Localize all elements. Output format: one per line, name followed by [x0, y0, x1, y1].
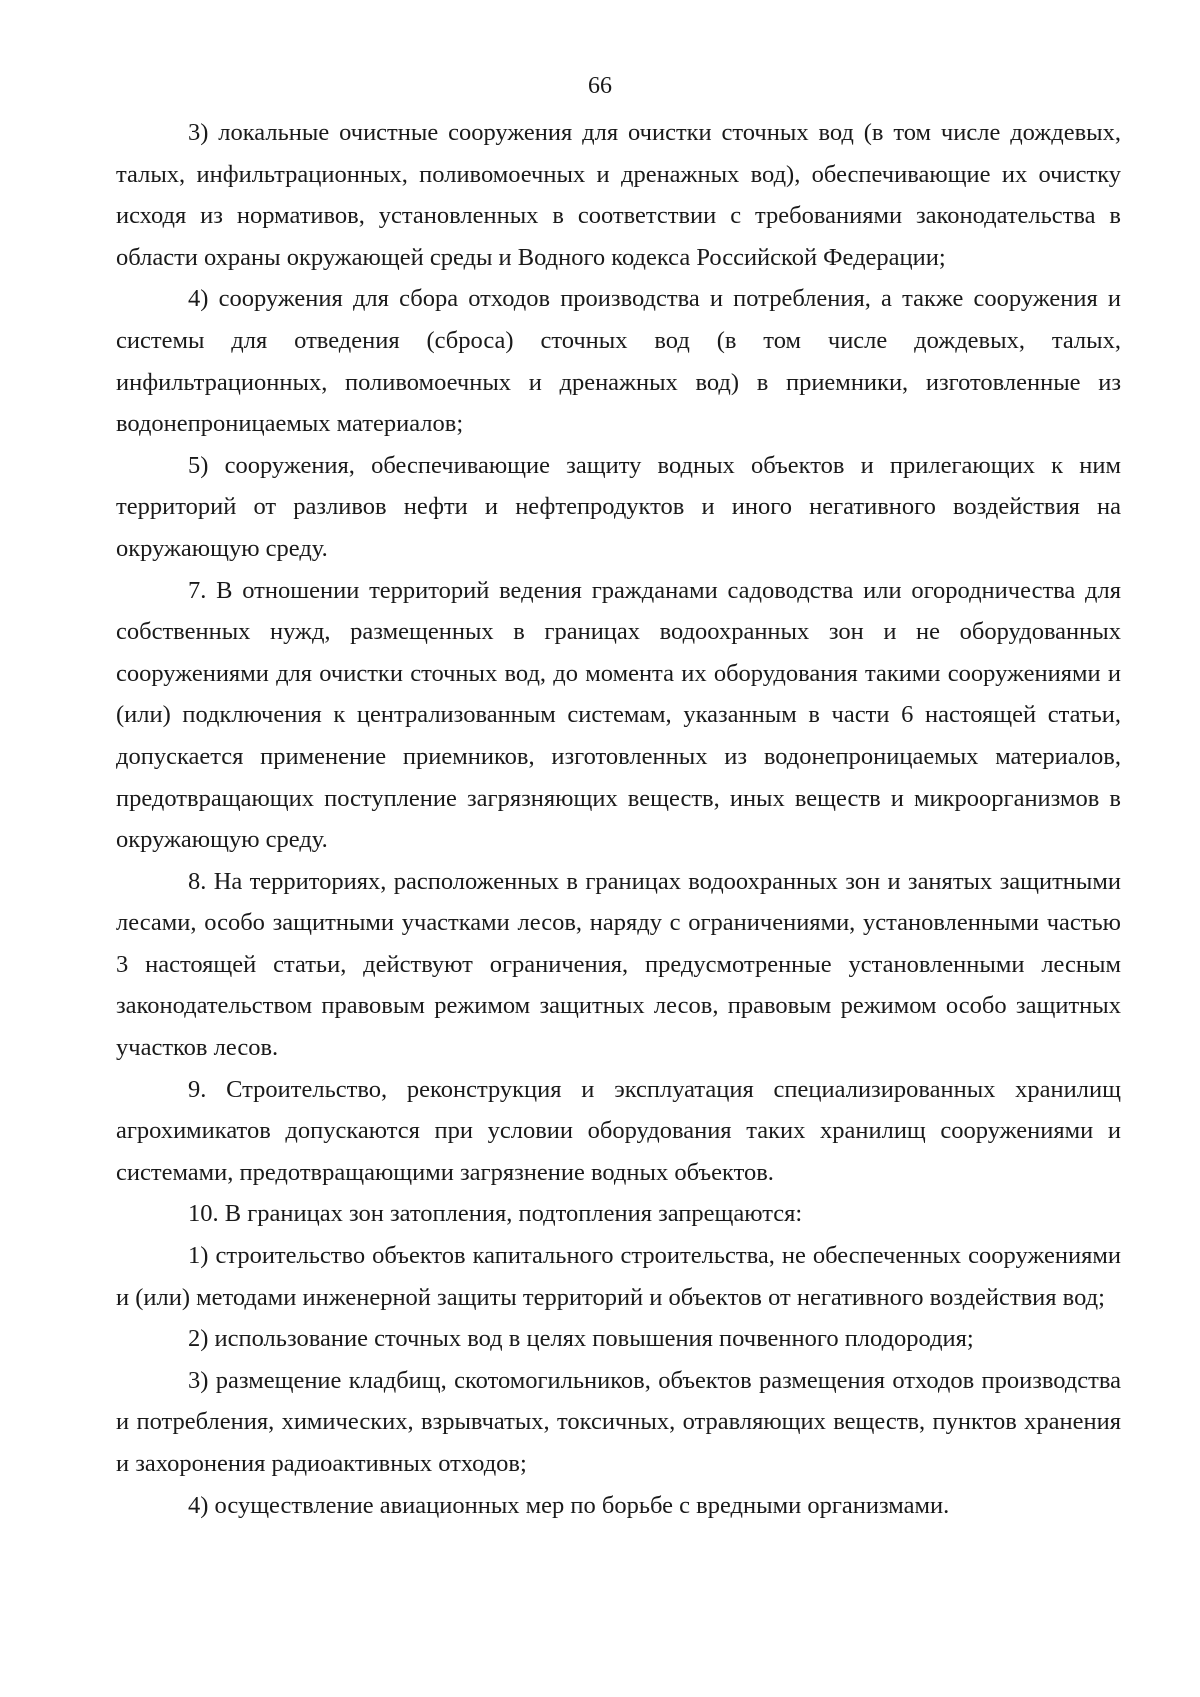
paragraph-section-9: 9. Строительство, реконструкция и эксплуатация специализированных хранилищ агрохимикатов допускаются при условии оборудования таких хранилищ сооружениями и системами, предотвращающими загрязнение водных объектов.	[116, 1075, 1121, 1186]
paragraph-item-3-placement: 3) размещение кладбищ, скотомогильников, объектов размещения отходов производства и потребления, химических, взрывчатых, токсичных, отравляющих веществ, пунктов хранения и захоронения радиоактивных отходов;	[116, 1366, 1121, 1477]
paragraph-item-1-construction: 1) строительство объектов капитального строительства, не обеспеченных сооружениями и (или) методами инженерной защиты территорий и объектов от негативного воздействия вод;	[116, 1242, 1121, 1311]
paragraph-section-7: 7. В отношении территорий ведения гражданами садоводства или огородничества для собственных нужд, размещенных в границах водоохранных зон и не оборудованных сооружениями для очистки сточных вод, до момента их оборудования такими сооружениями и (или) подключения к централизованным системам, указанным в части 6 настоящей статьи, допускается применение приемников, изготовленных из водонепроницаемых материалов, предотвращающих поступление загрязняющих веществ, иных веществ и микроорганизмов в окружающую среду.	[116, 576, 1121, 854]
paragraph-item-4-waste-collection: 4) сооружения для сбора отходов производства и потребления, а также сооружения и системы для отведения (сброса) сточных вод (в том числе дождевых, талых, инфильтрационных, поливомоечных и дренажных вод) в приемники, изготовленные из водонепроницаемых материалов;	[116, 285, 1121, 438]
paragraph-section-8: 8. На территориях, расположенных в границах водоохранных зон и занятых защитными лесами, особо защитными участками лесов, наряду с ограничениями, установленными частью 3 настоящей статьи, действуют ограничения, предусмотренные установленными лесным законодательством правовым режимом защитных лесов, правовым режимом особо защитных участков лесов.	[116, 867, 1121, 1062]
paragraph-section-10: 10. В границах зон затопления, подтопления запрещаются:	[188, 1200, 803, 1228]
document-body	[116, 112, 1121, 1526]
paragraph-item-3-local-treatment: 3) локальные очистные сооружения для очистки сточных вод (в том числе дождевых, талых, инфильтрационных, поливомоечных и дренажных вод), обеспечивающие их очистку исходя из нормативов, установленных в соответствии с требованиями законодательства в области охраны окружающей среды и Водного кодекса Российской Федерации;	[116, 119, 1121, 271]
paragraph-item-2-wastewater: 2) использование сточных вод в целях повышения почвенного плодородия;	[188, 1325, 974, 1353]
paragraph-item-4-aviation: 4) осуществление авиационных мер по борьбе с вредными организмами.	[188, 1491, 950, 1519]
paragraph-item-5-protection: 5) сооружения, обеспечивающие защиту водных объектов и прилегающих к ним территорий от разливов нефти и нефтепродуктов и иного негативного воздействия на окружающую среду.	[116, 451, 1121, 562]
page-number: 66	[588, 73, 612, 99]
